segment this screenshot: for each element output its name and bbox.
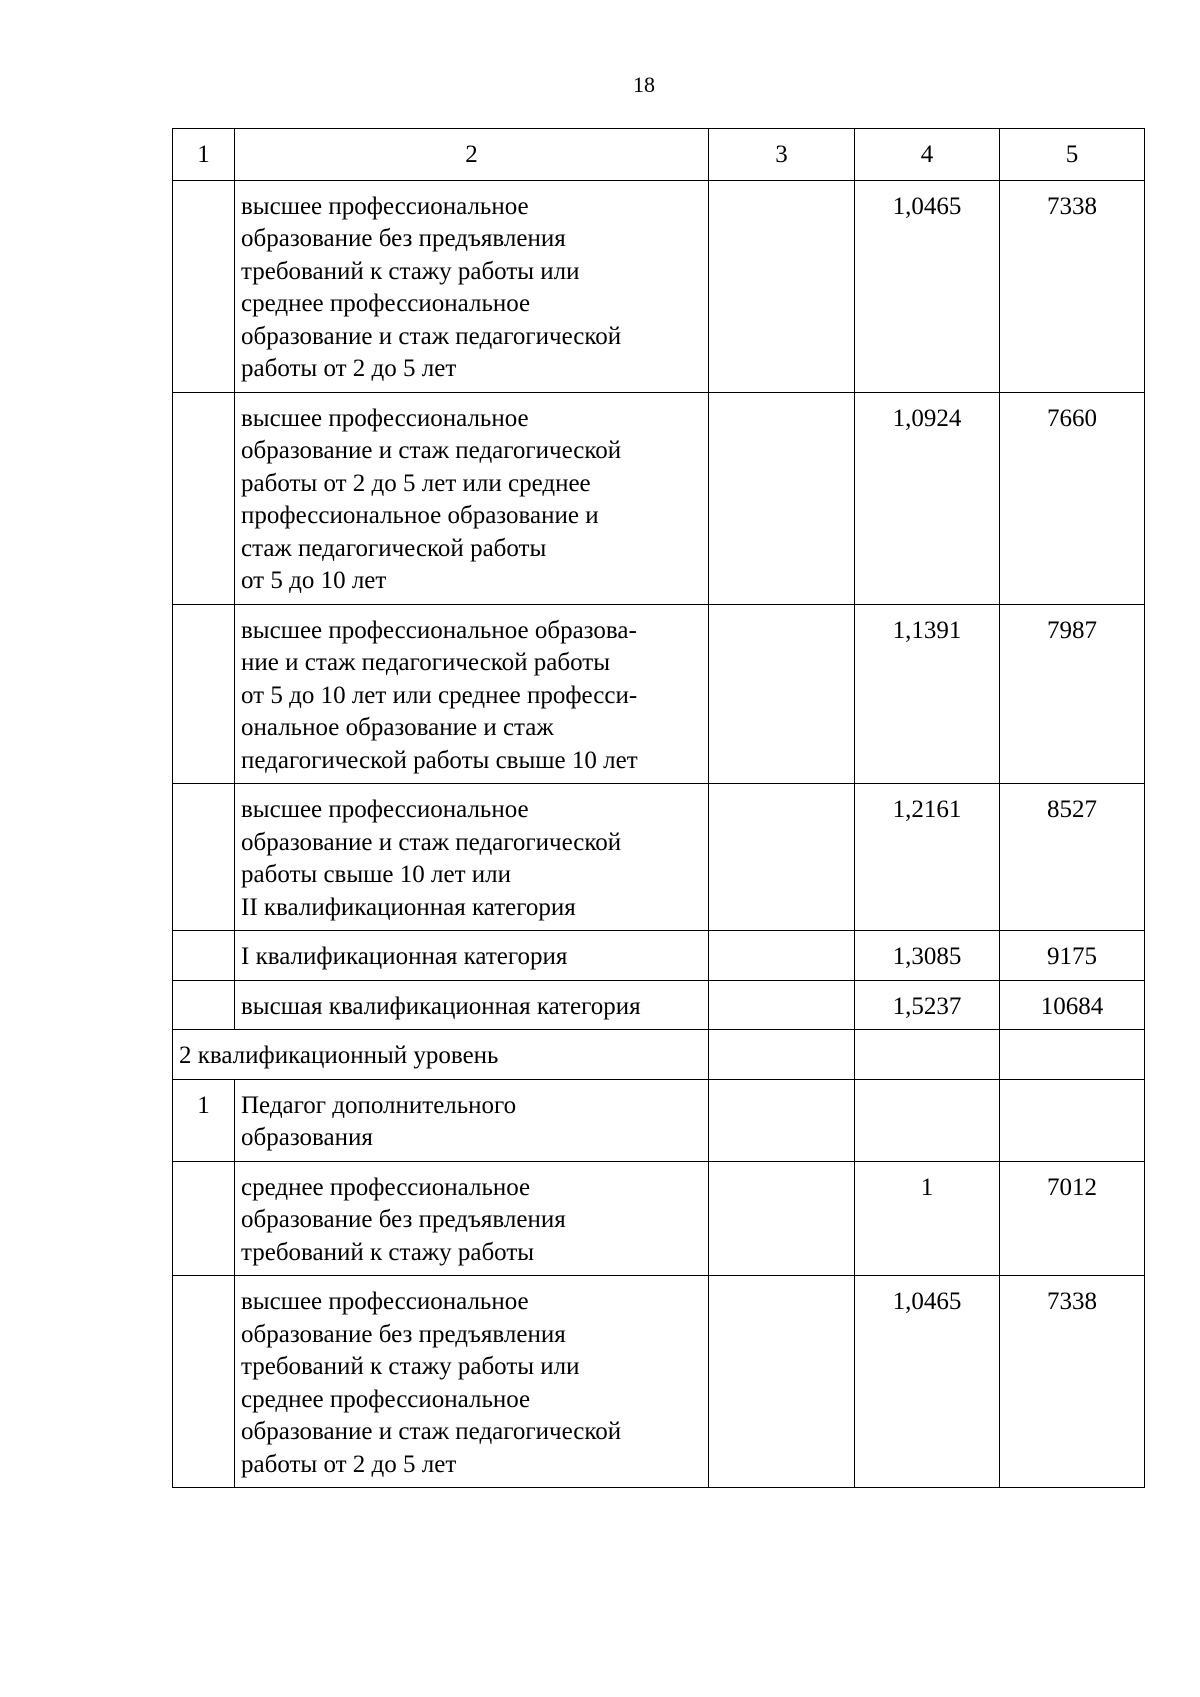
table-row [173,784,1145,931]
row-salary [1000,1030,1145,1080]
table-row [173,392,1145,604]
description-line: требований к стажу работы [241,1238,535,1266]
table-header-row [173,129,1145,181]
row-coefficient [855,1079,1000,1161]
description-line: ональное образование и стаж [241,714,554,741]
page-number: 18 [633,72,655,97]
qualification-level-row [173,1030,1145,1080]
row-column-3 [709,392,855,604]
description-line: работы свыше 10 лет или [241,861,511,888]
row-column-3 [709,1276,855,1488]
table-row [173,604,1145,784]
row-number [173,980,235,1030]
table-row [173,1276,1145,1488]
description-line: образование без предъявления [241,1320,566,1348]
description-line: II квалификационная категория [241,893,576,921]
description-line: среднее профессиональное [241,1173,531,1201]
row-column-3 [709,604,855,784]
row-description [235,392,709,604]
row-coefficient: 1,5237 [855,980,1000,1030]
description-line: образование и стаж педагогической [241,828,622,856]
row-coefficient: 1,0465 [855,180,1000,392]
row-coefficient: 1,3085 [855,931,1000,981]
header-cell-1: 1 [173,129,235,181]
row-coefficient [855,1030,1000,1080]
description-line: от 5 до 10 лет или среднее професси- [241,681,638,709]
description-line: среднее профессиональное [241,1385,531,1413]
description-line: образование без предъявления [241,1206,566,1233]
row-number [173,1161,235,1276]
header-cell-5: 5 [1000,129,1145,181]
description-line: высшее профессиональное [241,192,529,220]
row-coefficient: 1 [855,1161,1000,1276]
row-salary: 7660 [1000,392,1145,604]
row-number [173,931,235,981]
position-row [173,1079,1145,1161]
row-description [235,1161,709,1276]
table-row [173,980,1145,1030]
row-description [235,784,709,931]
table-row [173,1161,1145,1276]
description-line: работы от 2 до 5 лет [241,1450,457,1478]
row-salary: 7338 [1000,180,1145,392]
row-number [173,784,235,931]
description-line: профессиональное образование и [241,502,599,529]
row-column-3 [709,931,855,981]
position-title [235,1079,709,1161]
row-salary: 9175 [1000,931,1145,981]
row-column-3 [709,1030,855,1080]
row-coefficient: 1,2161 [855,784,1000,931]
header-cell-4: 4 [855,129,1000,181]
row-salary: 7987 [1000,604,1145,784]
description-line: высшее профессиональное [241,404,529,432]
row-coefficient: 1,0924 [855,392,1000,604]
row-salary: 7012 [1000,1161,1145,1276]
header-cell-2: 2 [235,129,709,181]
header-cell-3: 3 [709,129,855,181]
description-line: Педагог дополнительного [241,1091,517,1119]
row-number [173,392,235,604]
description-line: образование и стаж педагогической [241,322,622,350]
description-line: высшее профессиональное образова- [241,616,637,644]
row-salary: 10684 [1000,980,1145,1030]
table-row [173,931,1145,981]
description-line: стаж педагогической работы [241,534,547,562]
description-line: ние и стаж педагогической работы [241,649,611,676]
description-line: требований к стажу работы или [241,1353,580,1380]
description-line: образования [241,1124,373,1151]
row-description [235,180,709,392]
row-description [235,604,709,784]
row-description [235,931,709,981]
description-line: высшая квалификационная категория [241,992,641,1020]
table-row [173,180,1145,392]
description-line: педагогической работы свыше 10 лет [241,746,638,774]
row-number [173,1276,235,1488]
description-line: высшее профессиональное [241,1288,529,1315]
row-coefficient: 1,0465 [855,1276,1000,1488]
row-column-3 [709,180,855,392]
row-column-3 [709,784,855,931]
description-line: среднее профессиональное [241,290,531,317]
description-line: образование и стаж педагогической [241,1418,622,1445]
row-column-3 [709,1161,855,1276]
row-number [173,604,235,784]
row-coefficient: 1,1391 [855,604,1000,784]
row-salary: 7338 [1000,1276,1145,1488]
description-line: работы от 2 до 5 лет или среднее [241,469,591,497]
description-line: от 5 до 10 лет [241,567,387,594]
salary-table [172,128,1145,1488]
description-line: образование без предъявления [241,225,566,252]
description-line: образование и стаж педагогической [241,437,622,464]
row-description [235,1276,709,1488]
description-line: высшее профессиональное [241,796,529,823]
description-line: требований к стажу работы или [241,257,580,285]
row-salary [1000,1079,1145,1161]
row-column-3 [709,1079,855,1161]
qualification-level-label: 2 квалификационный уровень [173,1030,709,1080]
row-salary: 8527 [1000,784,1145,931]
position-number: 1 [173,1079,235,1161]
description-line: работы от 2 до 5 лет [241,355,457,382]
row-description [235,980,709,1030]
row-column-3 [709,980,855,1030]
description-line: I квалификационная категория [241,943,568,970]
row-number [173,180,235,392]
